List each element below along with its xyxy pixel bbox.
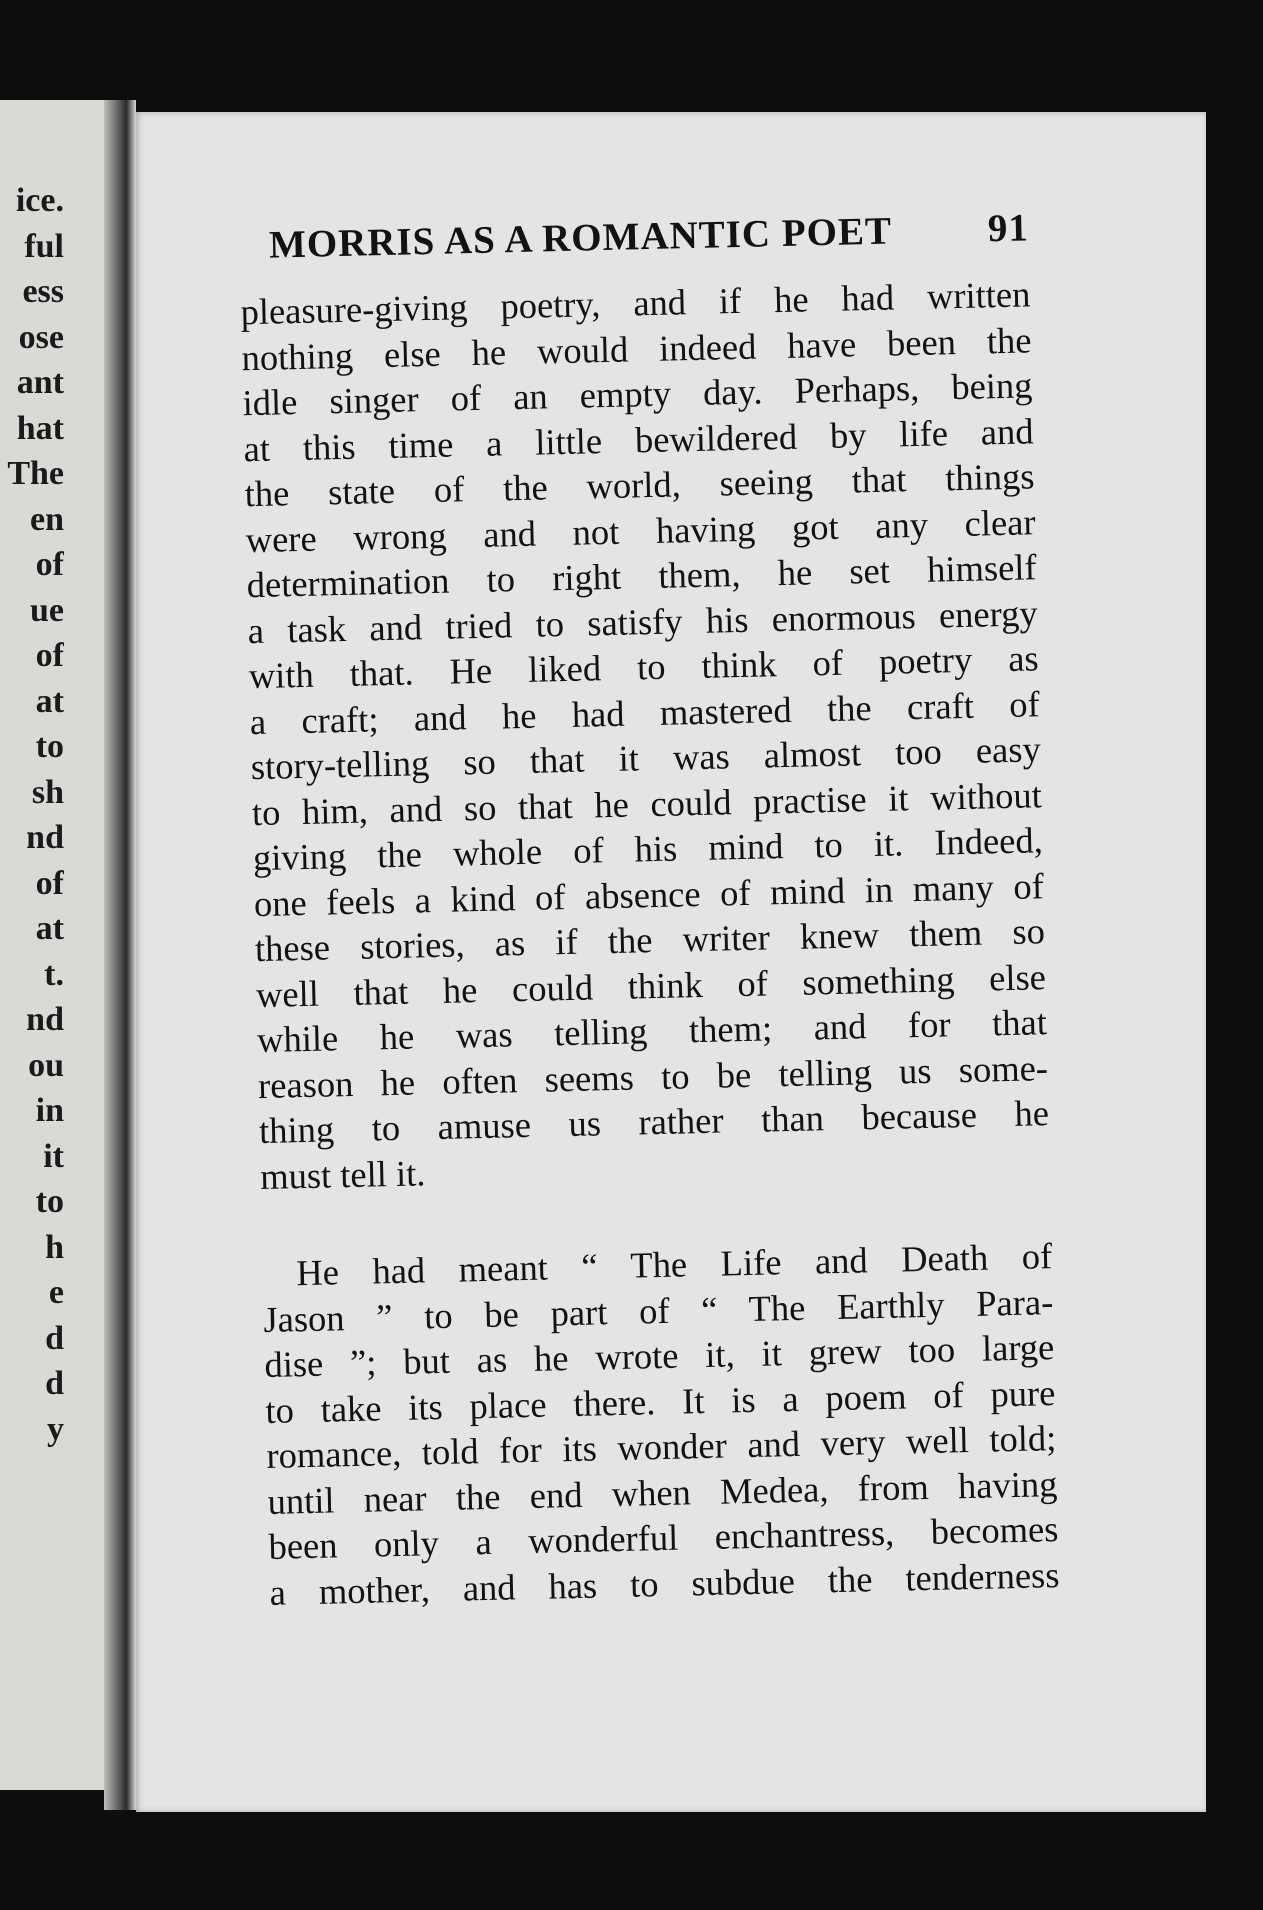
text-line: nothing else he would indeed have been the — [241, 318, 1032, 378]
text-line: a task and tried to satisfy his enormous energy — [247, 591, 1039, 651]
text-line: the state of the world, seeing that things — [244, 455, 1035, 515]
paragraph-1 — [240, 271, 1050, 1199]
text-line: story-telling so that it was almost too easy — [250, 728, 1042, 788]
left-line-ending: ful — [24, 227, 64, 265]
left-line-ending: ant — [16, 364, 64, 401]
text-line: to him, and so that he could practise it without — [251, 773, 1043, 833]
text-line: must tell it. — [259, 1151, 426, 1197]
left-line-ending: h — [45, 1228, 64, 1266]
paragraph-2 — [262, 1233, 1060, 1615]
text-line: been only a wonderful enchantress, becomes — [268, 1508, 1059, 1567]
running-head — [269, 205, 1030, 267]
left-line-ending: sh — [31, 773, 64, 811]
left-line-ending: ess — [22, 273, 64, 310]
book-gutter — [104, 100, 136, 1810]
text-line: while he was telling them; and for that — [256, 1001, 1048, 1061]
left-line-ending: at — [35, 682, 64, 720]
left-line-ending: t. — [44, 955, 64, 993]
text-line: idle singer of an empty day. Perhaps, being — [242, 364, 1033, 424]
left-page-line-endings — [0, 178, 64, 1452]
left-line-ending: at — [35, 910, 64, 947]
left-line-ending: ice. — [15, 182, 64, 219]
left-line-ending: y — [47, 1410, 64, 1448]
left-line-ending: of — [35, 546, 64, 583]
text-line: with that. He liked to think of poetry as — [248, 637, 1040, 697]
text-line: reason he often seems to be telling us some- — [257, 1046, 1049, 1106]
left-line-ending: ou — [28, 1046, 64, 1084]
right-page — [136, 112, 1206, 1812]
page-text-block — [206, 94, 1060, 1613]
left-line-ending: d — [45, 1319, 64, 1357]
text-line: Jason ” to be part of “ The Earthly Para- — [262, 1280, 1054, 1340]
text-line: thing to amuse us rather than because he — [258, 1092, 1050, 1152]
text-line: at this time a little bewildered by life and — [243, 409, 1034, 469]
text-line: giving the whole of his mind to it. Indeed, — [252, 819, 1044, 879]
page-number: 91 — [987, 206, 1030, 251]
text-line: He had meant “ The Life and Death of — [295, 1235, 1053, 1294]
text-line: dise ”; but as he wrote it, it grew too large — [263, 1326, 1055, 1385]
left-line-ending: ue — [30, 591, 64, 629]
left-line-ending: e — [48, 1274, 64, 1311]
left-line-ending: nd — [26, 819, 64, 856]
text-line: well that he could think of something else — [255, 955, 1047, 1015]
left-line-ending: ose — [18, 318, 64, 356]
left-line-ending: of — [35, 637, 64, 674]
text-line: determination to right them, he set himself — [246, 546, 1037, 606]
left-line-ending: nd — [26, 1001, 64, 1038]
left-line-ending: of — [35, 864, 64, 902]
left-line-ending: it — [43, 1137, 64, 1175]
text-line: a mother, and has to subdue the tenderness — [269, 1553, 1060, 1613]
text-line: to take its place there. It is a poem of pure — [264, 1371, 1056, 1431]
left-line-ending: The — [7, 455, 64, 492]
text-line: until near the end when Medea, from having — [267, 1462, 1058, 1522]
text-line: a craft; and he had mastered the craft of — [249, 682, 1041, 742]
text-line: romance, told for its wonder and very well told; — [266, 1417, 1057, 1476]
left-line-ending: hat — [16, 409, 64, 447]
left-line-ending: to — [35, 728, 64, 765]
left-line-ending: en — [30, 500, 64, 538]
text-line: were wrong and not having got any clear — [245, 500, 1036, 560]
left-line-ending: d — [45, 1365, 64, 1402]
text-line: pleasure-giving poetry, and if he had written — [240, 273, 1031, 333]
text-line: one feels a kind of absence of mind in many of — [253, 864, 1045, 924]
text-line: these stories, as if the writer knew them so — [254, 910, 1046, 970]
running-head-title: MORRIS AS A ROMANTIC POET — [268, 209, 893, 267]
left-line-ending: in — [35, 1092, 64, 1129]
left-line-ending: to — [35, 1183, 64, 1220]
